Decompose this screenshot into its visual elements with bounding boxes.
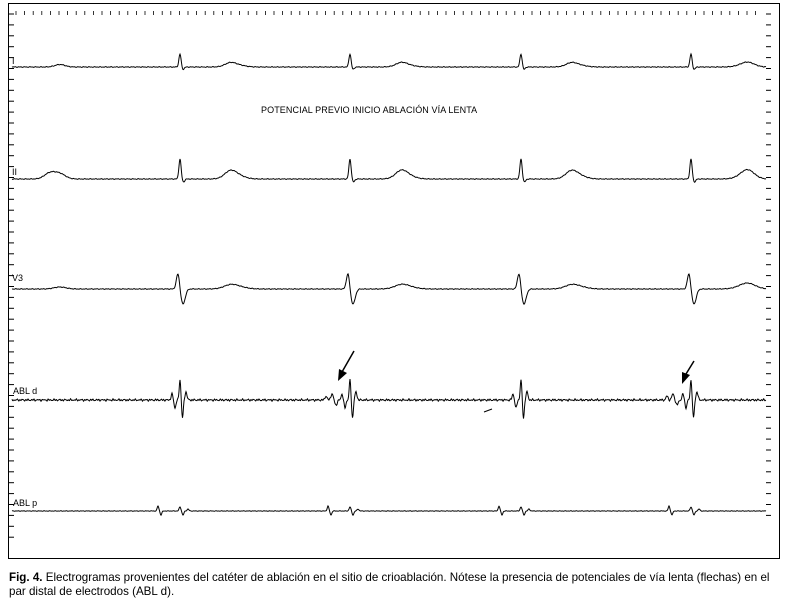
lead-label-abl-p: ABL p	[13, 498, 38, 508]
lead-i-trace	[12, 54, 766, 70]
lead-ii-trace	[12, 159, 766, 182]
stray-mark	[484, 409, 492, 412]
abl-distal-trace	[12, 379, 766, 419]
top-time-ruler	[16, 11, 756, 15]
lead-label-abl-d: ABL d	[13, 386, 38, 396]
figure-caption-label: Fig. 4.	[9, 571, 43, 584]
abl-proximal-trace	[12, 506, 766, 515]
right-time-ruler	[766, 14, 771, 515]
lead-v3-trace	[12, 274, 766, 304]
figure-caption	[9, 571, 787, 599]
lead-label-ii: II	[12, 167, 18, 177]
figure-annotation: POTENCIAL PREVIO INICIO ABLACIÓN VÍA LENTA	[261, 105, 478, 115]
figure-caption-text: Electrogramas provenientes del catéter de ablación en el sitio de crioablación. Nótese la presencia de potenciales de vía lenta (flechas) en el par distal de electrodos (ABL d).	[9, 571, 770, 598]
lead-label-v3: V3	[12, 273, 24, 283]
arrow-marker-2	[682, 361, 694, 384]
lead-label-i: I	[12, 56, 15, 66]
arrow-marker-1	[338, 351, 354, 381]
